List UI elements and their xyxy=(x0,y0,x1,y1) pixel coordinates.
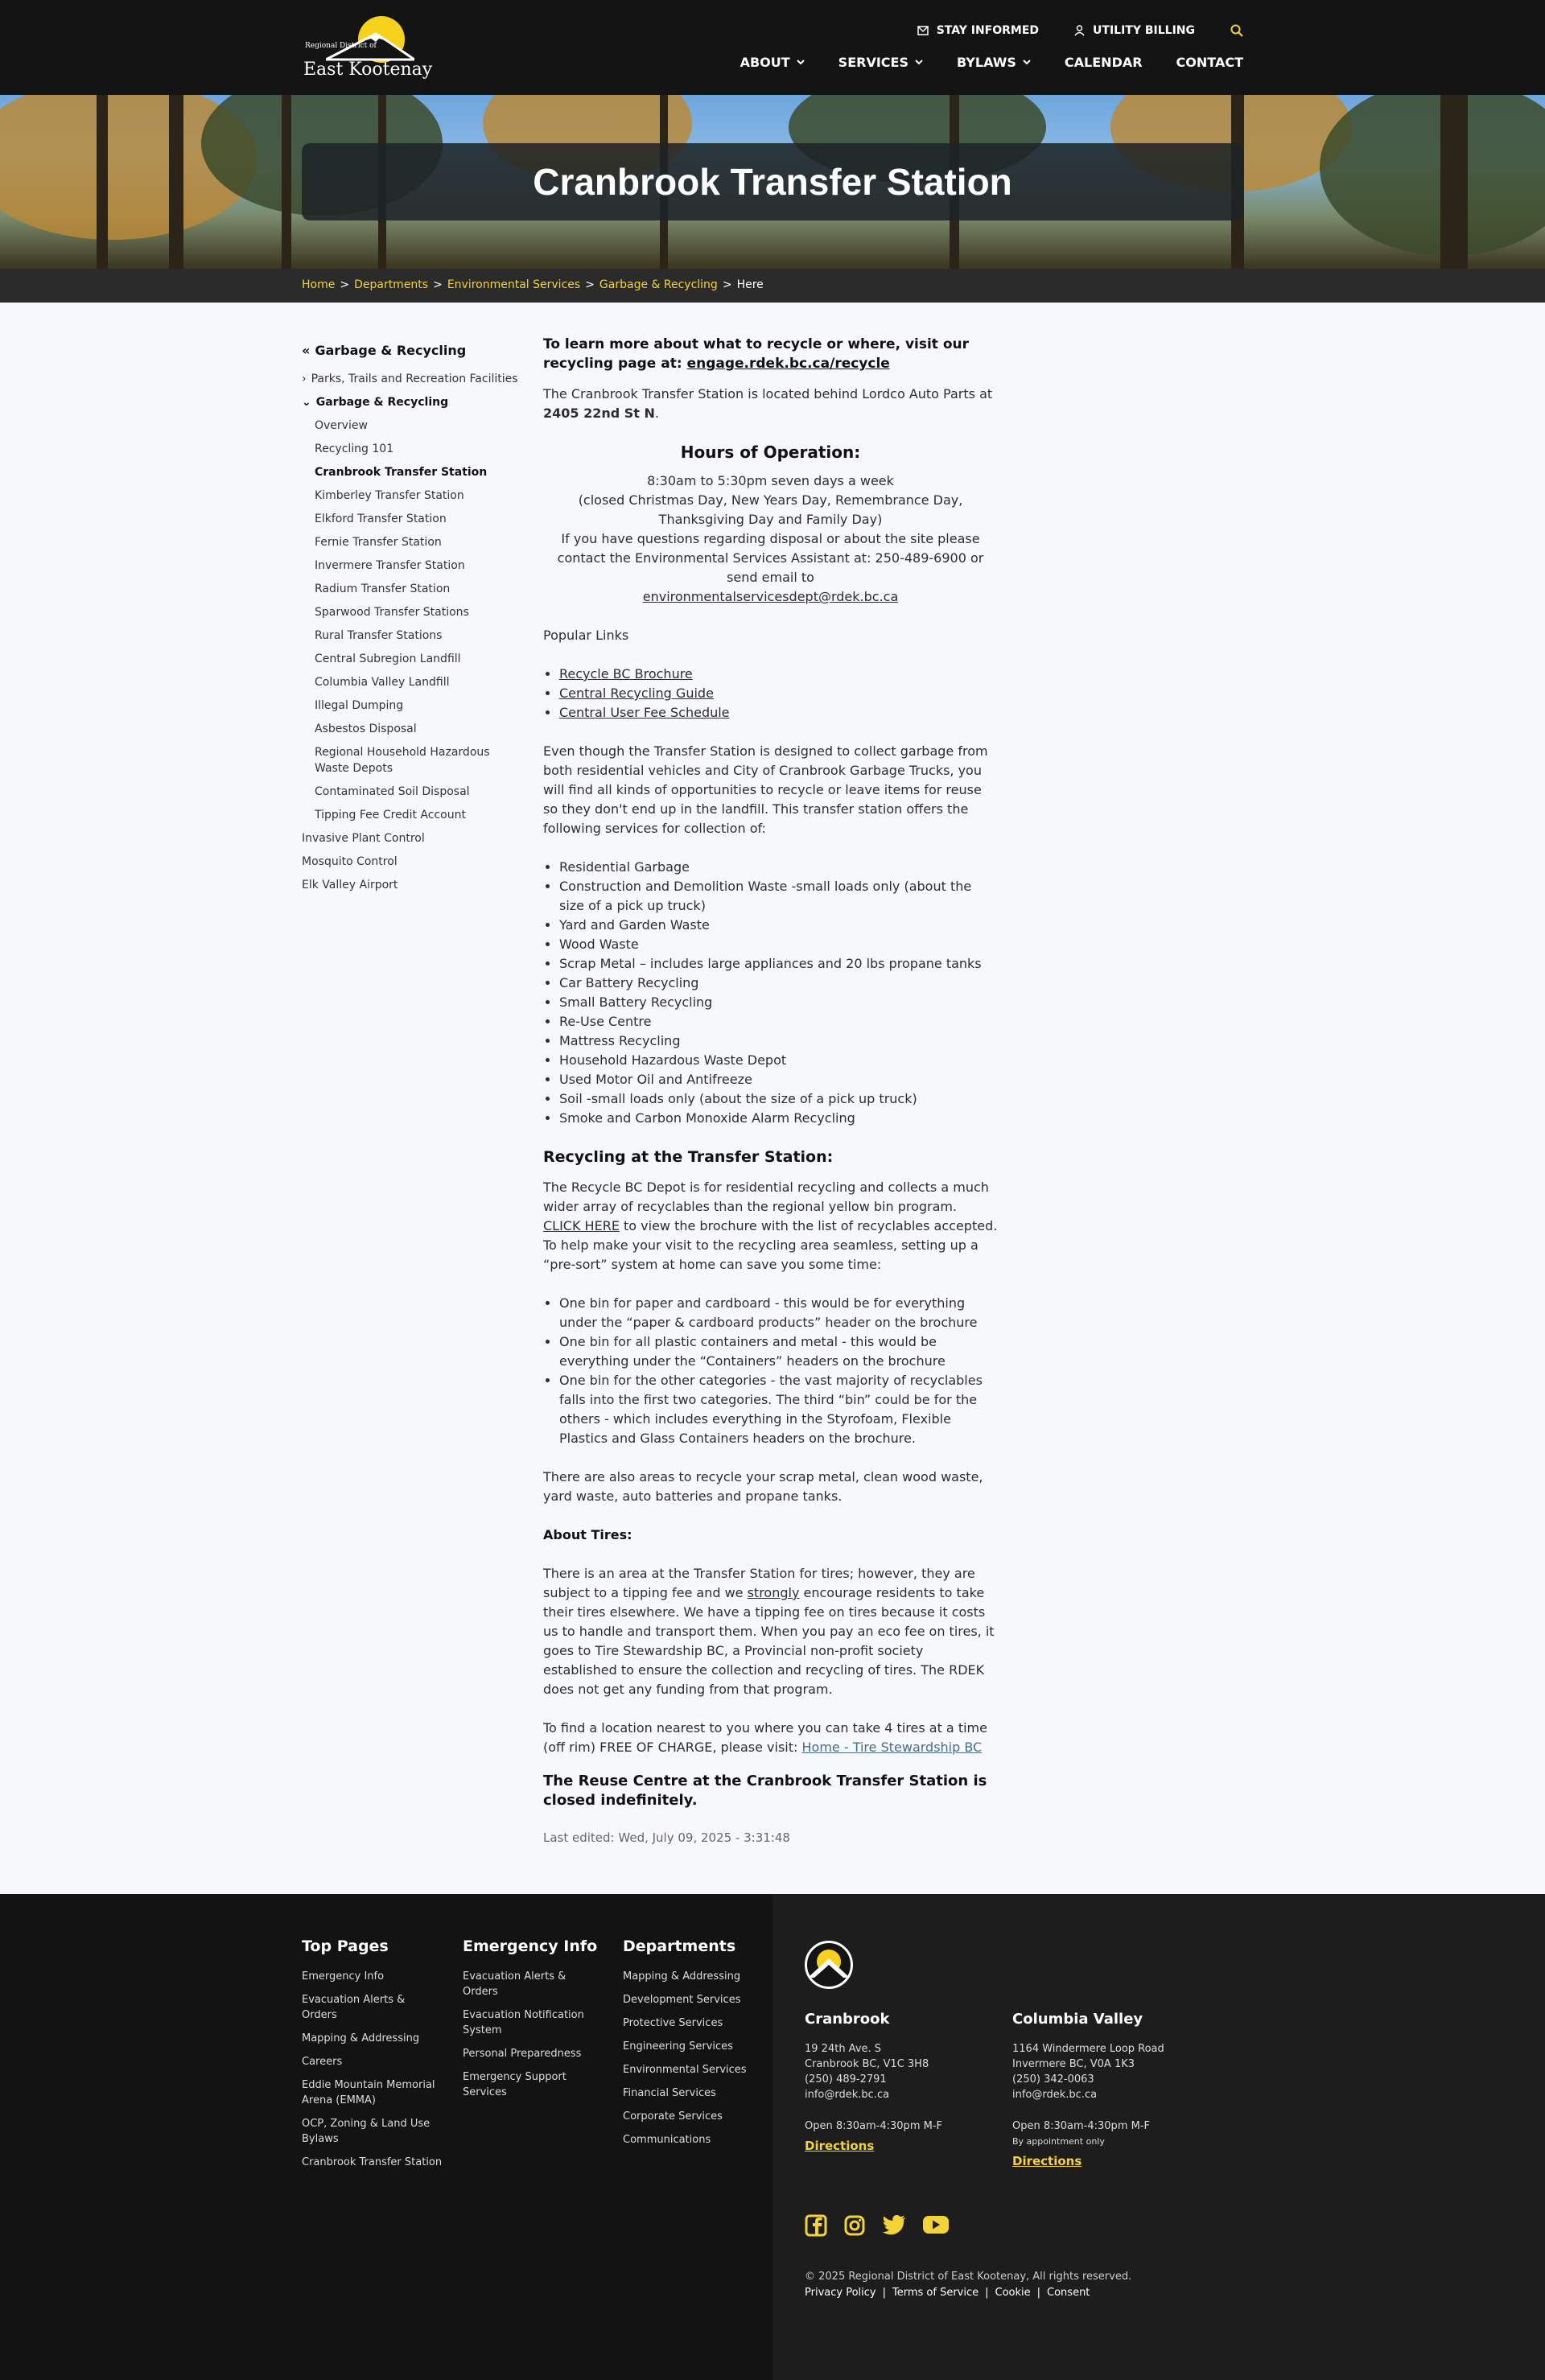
office-phone[interactable]: (250) 489-2791 xyxy=(805,2073,887,2086)
sidebar-item-central-subregion-landfill[interactable]: Central Subregion Landfill xyxy=(315,653,461,665)
tires-strongly: strongly xyxy=(747,1585,800,1600)
page-title-box xyxy=(302,143,1243,220)
office-hours: Open 8:30am-4:30pm M-F xyxy=(805,2120,942,2132)
location-end: . xyxy=(654,406,660,421)
also-areas-text: There are also areas to recycle your scrap metal, clean wood waste, yard waste, auto batteries and propane tanks. xyxy=(543,1469,983,1504)
breadcrumb-garbage-recycling[interactable]: Garbage & Recycling xyxy=(599,278,718,291)
list-item xyxy=(559,684,998,703)
breadcrumb-separator: > xyxy=(722,278,732,291)
popular-links-list xyxy=(559,665,998,723)
breadcrumb xyxy=(302,278,764,291)
breadcrumb-separator: > xyxy=(340,278,350,291)
footer-link-development-services[interactable]: Development Services xyxy=(623,1994,741,2006)
list-item: • Car Battery Recycling xyxy=(559,974,998,993)
office-hours: Open 8:30am-4:30pm M-F xyxy=(1012,2120,1150,2132)
hours-block xyxy=(543,471,998,607)
footer-link-evacuation-alerts-orders[interactable]: Evacuation Alerts & Orders xyxy=(302,1994,406,2021)
office-email[interactable]: info@rdek.bc.ca xyxy=(1012,2089,1098,2101)
chevron-down-icon: ⌄ xyxy=(302,396,311,409)
chevron-down-icon xyxy=(1023,60,1031,65)
legal-link-terms-of-service[interactable]: Terms of Service xyxy=(892,2287,979,2299)
breadcrumb-separator: > xyxy=(585,278,595,291)
utility-billing-link[interactable] xyxy=(1074,24,1195,37)
sidebar-nav xyxy=(302,343,519,900)
main-content xyxy=(543,335,998,1847)
collection-list xyxy=(559,858,998,1128)
legal-link-privacy-policy[interactable]: Privacy Policy xyxy=(805,2287,876,2299)
sidebar-item-label: Parks, Trails and Recreation Facilities xyxy=(311,373,518,385)
main-nav xyxy=(740,55,1243,70)
hours-heading: Hours of Operation: xyxy=(680,443,861,462)
office-name: Columbia Valley xyxy=(1012,2011,1143,2028)
tires-text-b: encourage residents to take their tires elsewhere. We have a tipping fee on tires because it costs us to handle and transport them. When you pay an eco fee on tires, it goes to Tire Stewardship BC, a Provincial non-profit society established to ensure the collection and recycling of tires. The RDEK does not get any funding from that program. xyxy=(543,1585,995,1697)
list-item: • Yard and Garden Waste xyxy=(559,916,998,935)
logo-big-text: East Kootenay xyxy=(303,60,433,80)
sidebar-item-label: Garbage & Recycling xyxy=(315,396,449,409)
utility-billing-label: UTILITY BILLING xyxy=(1093,24,1195,37)
logo-small-text: Regional District of xyxy=(305,42,377,50)
list-item: • Household Hazardous Waste Depot xyxy=(559,1051,998,1070)
footer-link-communications[interactable]: Communications xyxy=(623,2134,711,2146)
list-item: • One bin for all plastic containers and metal - this would be everything under the “Containers” headers on the brochure xyxy=(559,1332,998,1371)
page-title: Cranbrook Transfer Station xyxy=(533,161,1012,203)
breadcrumb-separator: > xyxy=(433,278,443,291)
list-item: • Wood Waste xyxy=(559,935,998,954)
sidebar-item-overview[interactable]: Overview xyxy=(315,419,368,432)
social-links xyxy=(805,2214,950,2240)
footer-column-emergency-info xyxy=(463,1939,604,2108)
footer-link-ocp-zoning-land-use-bylaws[interactable]: OCP, Zoning & Land Use Bylaws xyxy=(302,2118,431,2145)
list-item: • One bin for paper and cardboard - this would be for everything under the “paper & cardboard products” header on the brochure xyxy=(559,1294,998,1332)
location-text xyxy=(543,385,998,423)
tires-text-a: There is an area at the Transfer Station for tires; however, they are subject to a tipping fee and we xyxy=(543,1566,975,1600)
office-phone[interactable]: (250) 342-0063 xyxy=(1012,2073,1094,2086)
footer-link-environmental-services[interactable]: Environmental Services xyxy=(623,2064,747,2076)
footer-link-mapping-addressing[interactable]: Mapping & Addressing xyxy=(302,2032,420,2044)
youtube-icon xyxy=(922,2214,950,2235)
sidebar-item-regional-household-hazardous-waste-depots[interactable]: Regional Household Hazardous Waste Depots xyxy=(315,746,490,775)
hero-tree xyxy=(169,95,183,269)
footer-link-eddie-mountain-memorial-arena-emma[interactable]: Eddie Mountain Memorial Arena (EMMA) xyxy=(302,2079,435,2106)
environmental-email-link[interactable]: environmentalservicesdept@rdek.bc.ca xyxy=(642,589,899,604)
sidebar-item-tipping-fee-credit-account[interactable]: Tipping Fee Credit Account xyxy=(315,809,466,821)
list-item: • Re-Use Centre xyxy=(559,1012,998,1031)
office-name: Cranbrook xyxy=(805,2011,890,2028)
mountain-logo-mark xyxy=(805,1941,853,1989)
central-recycling-guide-link[interactable]: Central Recycling Guide xyxy=(559,686,714,701)
sidebar-item-elk-valley-airport[interactable]: Elk Valley Airport xyxy=(302,879,398,891)
office-spacer xyxy=(1012,2102,1205,2119)
recycling-text-b: to view the brochure with the list of recyclables accepted. To help make your visit to the recycling area seamless, setting up a “pre-sort” system at home can save you some time: xyxy=(543,1218,998,1272)
footer-link-careers[interactable]: Careers xyxy=(302,2056,343,2068)
search-button[interactable] xyxy=(1230,24,1243,37)
footer-logo[interactable] xyxy=(805,1941,853,1989)
directions-link[interactable]: Directions xyxy=(805,2139,875,2153)
sidebar-other-items xyxy=(302,830,519,893)
footer-link-evacuation-alerts-orders[interactable]: Evacuation Alerts & Orders xyxy=(463,1970,566,1998)
recycling-heading: Recycling at the Transfer Station: xyxy=(543,1148,834,1166)
site-footer xyxy=(0,1894,1545,2380)
search-icon xyxy=(1230,24,1243,37)
tires-paragraph xyxy=(543,1564,998,1699)
sidebar-item-fernie-transfer-station[interactable]: Fernie Transfer Station xyxy=(315,536,442,549)
breadcrumb-environmental-services[interactable]: Environmental Services xyxy=(447,278,581,291)
double-chevron-left-icon: « xyxy=(302,343,311,358)
sidebar-heading-label: Garbage & Recycling xyxy=(315,343,467,358)
hours-line: 8:30am to 5:30pm seven days a week xyxy=(647,473,894,488)
list-item: • Used Motor Oil and Antifreeze xyxy=(559,1070,998,1089)
twitter-link[interactable] xyxy=(882,2214,906,2240)
envelope-icon xyxy=(917,26,929,35)
collection-intro: Even though the Transfer Station is designed to collect garbage from both residential vehicles and City of Cranbrook Garbage Trucks, you will find all kinds of opportunities to recycle or leave items for reuse so they don't end up in the landfill. This transfer station offers the following services for collection of: xyxy=(543,743,988,836)
twitter-icon xyxy=(882,2214,906,2235)
nav-about[interactable] xyxy=(740,55,805,70)
nav-services[interactable] xyxy=(838,55,923,70)
sidebar-heading[interactable] xyxy=(302,343,519,358)
directions-link[interactable]: Directions xyxy=(1012,2154,1082,2168)
utility-nav xyxy=(917,24,1243,37)
hours-contact-line: If you have questions regarding disposal or about the site please contact the Environmental Services Assistant at: 250-489-6900 or send email to xyxy=(557,531,984,585)
footer-link-personal-preparedness[interactable]: Personal Preparedness xyxy=(463,2048,582,2060)
hours-closed-line: (closed Christmas Day, New Years Day, Remembrance Day, Thanksgiving Day and Family Day) xyxy=(578,492,963,527)
sidebar-item-sparwood-transfer-stations[interactable]: Sparwood Transfer Stations xyxy=(315,606,469,619)
legal-links xyxy=(805,2287,1090,2299)
hero-foliage xyxy=(1320,95,1545,256)
breadcrumb-bar xyxy=(0,269,1545,303)
tires-heading: About Tires: xyxy=(543,1527,632,1542)
last-edited: Last edited: Wed, July 09, 2025 - 3:31:48 xyxy=(543,1830,790,1845)
copyright-text: © 2025 Regional District of East Kootenay, All rights reserved. xyxy=(805,2271,1132,2283)
sidebar-item-asbestos-disposal[interactable]: Asbestos Disposal xyxy=(315,723,417,735)
office-address2: Invermere BC, V0A 1K3 xyxy=(1012,2058,1135,2070)
breadcrumb-departments[interactable]: Departments xyxy=(354,278,429,291)
intro-text xyxy=(543,335,998,373)
sidebar-item-kimberley-transfer-station[interactable]: Kimberley Transfer Station xyxy=(315,489,464,502)
footer-link-emergency-info[interactable]: Emergency Info xyxy=(302,1970,385,1983)
hero-tree xyxy=(97,95,108,269)
sidebar-item-parks-trails[interactable] xyxy=(302,371,519,387)
stay-informed-link[interactable] xyxy=(917,24,1039,37)
chevron-right-icon: › xyxy=(302,373,307,385)
nav-calendar-label: CALENDAR xyxy=(1064,55,1143,70)
recycle-page-link[interactable]: engage.rdek.bc.ca/recycle xyxy=(686,356,890,372)
list-item xyxy=(559,665,998,684)
rdek-logo[interactable] xyxy=(302,11,433,84)
footer-link-financial-services[interactable]: Financial Services xyxy=(623,2087,716,2099)
user-icon xyxy=(1074,25,1085,36)
footer-link-mapping-addressing[interactable]: Mapping & Addressing xyxy=(623,1970,741,1983)
office-address1: 19 24th Ave. S xyxy=(805,2043,882,2055)
list-item: • Smoke and Carbon Monoxide Alarm Recycling xyxy=(559,1109,998,1128)
footer-link-protective-services[interactable]: Protective Services xyxy=(623,2017,723,2029)
chevron-down-icon xyxy=(797,60,805,65)
sidebar-item-illegal-dumping[interactable]: Illegal Dumping xyxy=(315,699,404,712)
facebook-icon xyxy=(805,2214,827,2237)
list-item: • Construction and Demolition Waste -small loads only (about the size of a pick up truck) xyxy=(559,877,998,916)
sidebar-item-elkford-transfer-station[interactable]: Elkford Transfer Station xyxy=(315,513,447,525)
list-item xyxy=(559,703,998,723)
footer-link-cranbrook-transfer-station[interactable]: Cranbrook Transfer Station xyxy=(302,2156,443,2168)
footer-column-heading: Emergency Info xyxy=(463,1937,598,1955)
office-address2: Cranbrook BC, V1C 3H8 xyxy=(805,2058,929,2070)
breadcrumb-current: Here xyxy=(736,278,764,291)
sidebar-item-rural-transfer-stations[interactable]: Rural Transfer Stations xyxy=(315,629,443,642)
list-item: • Residential Garbage xyxy=(559,858,998,877)
facebook-link[interactable] xyxy=(805,2214,827,2240)
footer-column-heading: Top Pages xyxy=(302,1937,389,1955)
office-note: By appointment only xyxy=(1012,2136,1105,2147)
sidebar-item-invasive-plant-control[interactable]: Invasive Plant Control xyxy=(302,832,425,845)
stay-informed-label: STAY INFORMED xyxy=(936,24,1040,37)
legal-link-consent[interactable]: Consent xyxy=(1047,2287,1090,2299)
click-here-link[interactable]: CLICK HERE xyxy=(543,1218,620,1233)
nav-bylaws[interactable] xyxy=(957,55,1031,70)
nav-services-label: SERVICES xyxy=(838,55,908,70)
footer-link-evacuation-notification-system[interactable]: Evacuation Notification System xyxy=(463,2009,584,2036)
legal-separator: | xyxy=(985,2287,989,2299)
legal-separator: | xyxy=(1036,2287,1041,2299)
office-address1: 1164 Windermere Loop Road xyxy=(1012,2043,1164,2055)
recycling-text-a: The Recycle BC Depot is for residential recycling and collects a much wider array of recyclables than the regional yellow bin program. xyxy=(543,1180,989,1214)
footer-column-heading: Departments xyxy=(623,1937,736,1955)
tires-location-paragraph xyxy=(543,1719,998,1757)
footer-link-corporate-services[interactable]: Corporate Services xyxy=(623,2110,723,2123)
tires-location-text: To find a location nearest to you where you can take 4 tires at a time (off rim) FREE OF CHARGE, please visit: xyxy=(543,1720,987,1755)
footer-link-emergency-support-services[interactable]: Emergency Support Services xyxy=(463,2071,566,2098)
nav-calendar[interactable] xyxy=(1065,55,1143,70)
breadcrumb-home[interactable]: Home xyxy=(302,278,336,291)
nav-contact-label: CONTACT xyxy=(1176,55,1243,70)
sidebar-item-cranbrook-transfer-station[interactable]: Cranbrook Transfer Station xyxy=(315,466,488,479)
hero-tree xyxy=(282,95,291,269)
nav-contact[interactable] xyxy=(1176,55,1243,70)
reuse-notice: The Reuse Centre at the Cranbrook Transfer Station is closed indefinitely. xyxy=(543,1773,987,1809)
sidebar-item-mosquito-control[interactable]: Mosquito Control xyxy=(302,855,398,868)
office-cranbrook xyxy=(805,2011,998,2155)
legal-separator: | xyxy=(882,2287,886,2299)
chevron-down-icon xyxy=(915,60,923,65)
nav-bylaws-label: BYLAWS xyxy=(956,55,1016,70)
location-address: 2405 22nd St N xyxy=(543,406,655,421)
footer-link-engineering-services[interactable]: Engineering Services xyxy=(623,2040,733,2053)
recycling-paragraph xyxy=(543,1178,998,1274)
nav-about-label: ABOUT xyxy=(740,55,790,70)
office-columbia-valley xyxy=(1012,2011,1205,2170)
footer-column-departments xyxy=(623,1939,764,2156)
sidebar-subitems xyxy=(302,418,519,823)
list-item: • Soil -small loads only (about the size of a pick up truck) xyxy=(559,1089,998,1109)
list-item: • Scrap Metal – includes large appliances and 20 lbs propane tanks xyxy=(559,954,998,974)
sidebar-item-radium-transfer-station[interactable]: Radium Transfer Station xyxy=(315,583,451,595)
instagram-link[interactable] xyxy=(843,2214,866,2240)
bins-list xyxy=(559,1294,998,1448)
intro-label: To learn more about what to recycle or where, visit our recycling page at: xyxy=(543,336,970,372)
office-email[interactable]: info@rdek.bc.ca xyxy=(805,2089,890,2101)
office-spacer xyxy=(805,2102,998,2119)
recycle-bc-brochure-link[interactable]: Recycle BC Brochure xyxy=(559,666,693,681)
legal-link-cookie[interactable]: Cookie xyxy=(995,2287,1031,2299)
footer-column-top-pages xyxy=(302,1939,443,2178)
youtube-link[interactable] xyxy=(922,2214,950,2240)
sidebar-item-recycling-101[interactable]: Recycling 101 xyxy=(315,443,394,455)
sidebar-item-contaminated-soil-disposal[interactable]: Contaminated Soil Disposal xyxy=(315,785,470,798)
location-label: The Cranbrook Transfer Station is located behind Lordco Auto Parts at xyxy=(543,386,993,401)
list-item: • Mattress Recycling xyxy=(559,1031,998,1051)
popular-links-label: Popular Links xyxy=(543,628,629,643)
sidebar-item-invermere-transfer-station[interactable]: Invermere Transfer Station xyxy=(315,559,465,572)
central-user-fee-schedule-link[interactable]: Central User Fee Schedule xyxy=(559,705,730,720)
tire-stewardship-link[interactable]: Home - Tire Stewardship BC xyxy=(801,1740,983,1755)
list-item: • Small Battery Recycling xyxy=(559,993,998,1012)
hero-tree xyxy=(1440,95,1468,269)
site-header xyxy=(0,0,1545,95)
instagram-icon xyxy=(843,2214,866,2237)
list-item: • One bin for the other categories - the vast majority of recyclables falls into the first two categories. The third “bin” could be for the others - which includes everything in the Styrofoam, Flexible Plastics and Glass Containers headers on the brochure. xyxy=(559,1371,998,1448)
sidebar-item-columbia-valley-landfill[interactable]: Columbia Valley Landfill xyxy=(315,676,450,689)
sidebar-item-garbage-recycling[interactable] xyxy=(302,394,519,410)
